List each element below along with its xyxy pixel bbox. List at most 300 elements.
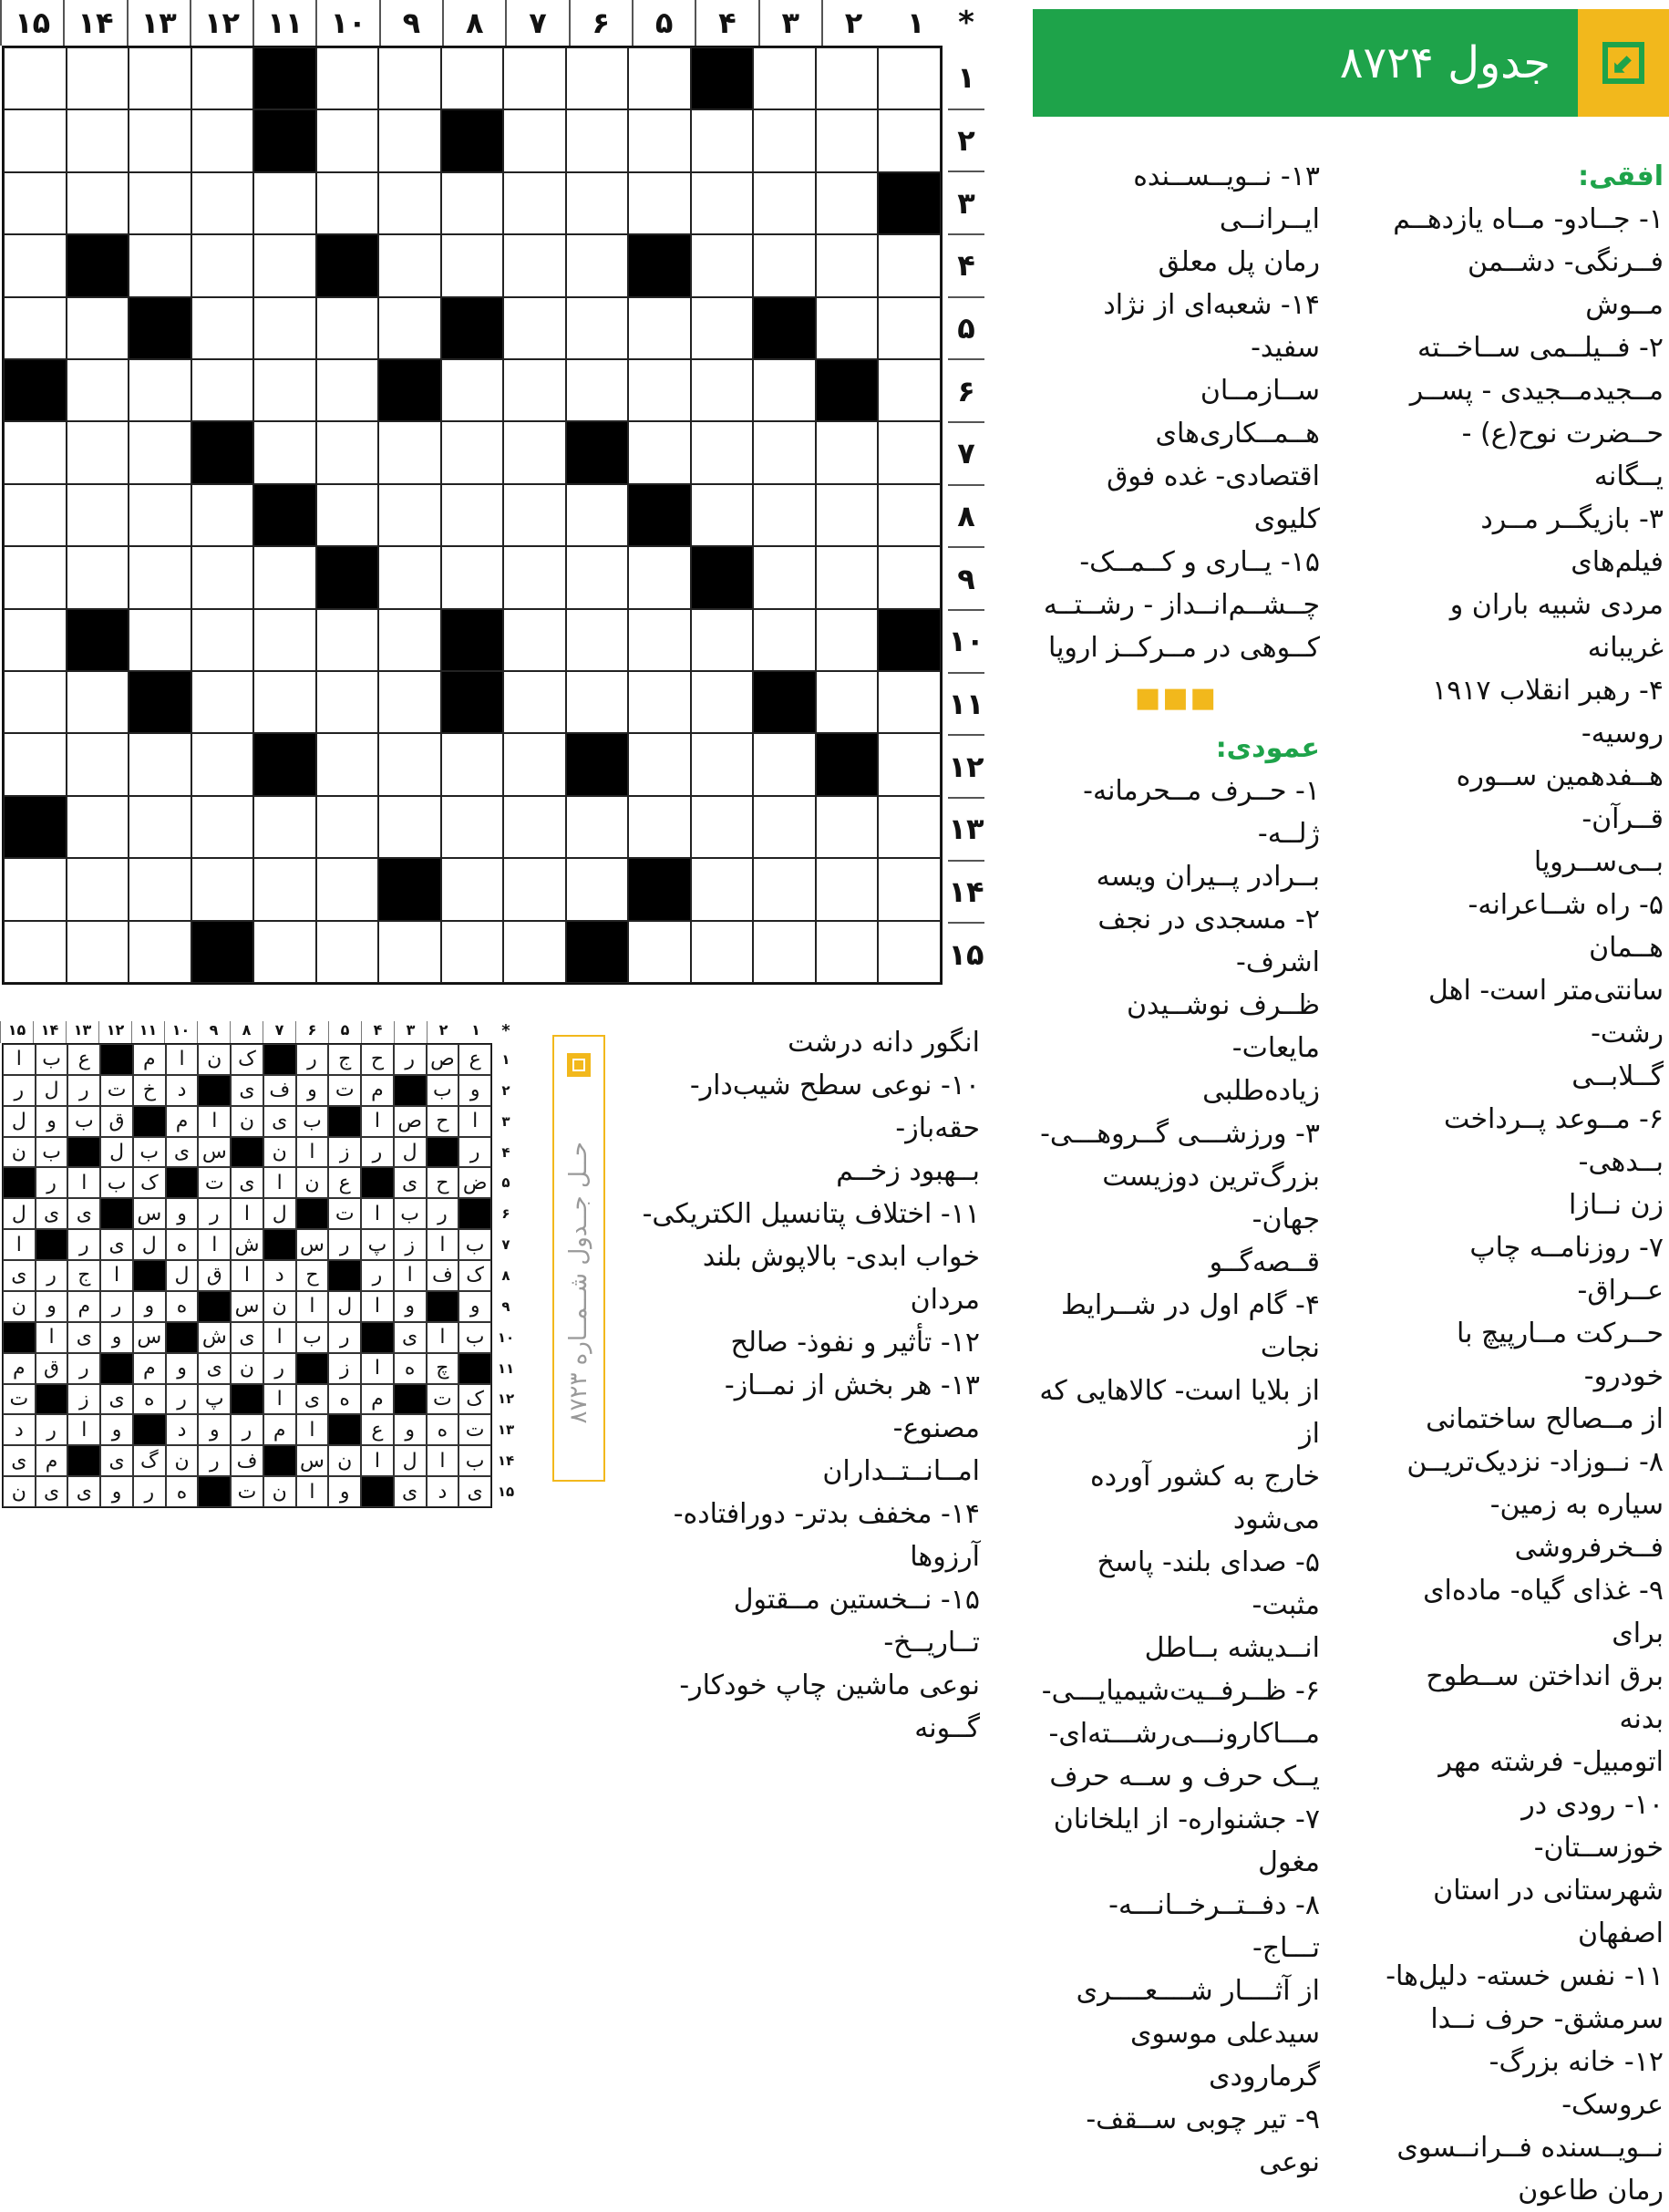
solution-column-number: ۱۲	[98, 1021, 131, 1043]
empty-cell[interactable]	[316, 609, 379, 671]
empty-cell[interactable]	[4, 172, 67, 234]
empty-cell[interactable]	[503, 359, 566, 421]
empty-cell[interactable]	[378, 796, 441, 858]
clue-line: ۲- مسجدی در نجف اشرف-	[1097, 904, 1320, 978]
empty-cell[interactable]	[566, 796, 629, 858]
solution-letter-cell: ا	[67, 1167, 100, 1198]
empty-cell[interactable]	[378, 297, 441, 359]
solution-row-numbers	[492, 1044, 520, 1507]
empty-cell[interactable]	[753, 546, 816, 608]
empty-cell[interactable]	[316, 109, 379, 171]
empty-cell[interactable]	[67, 796, 129, 858]
empty-cell[interactable]	[316, 671, 379, 733]
solution-letter-cell: ن	[231, 1353, 263, 1384]
empty-cell[interactable]	[67, 109, 129, 171]
solution-black-cell	[36, 1384, 68, 1415]
solution-letter-cell: و	[133, 1291, 166, 1322]
empty-cell[interactable]	[878, 359, 941, 421]
empty-cell[interactable]	[691, 671, 754, 733]
empty-cell[interactable]	[628, 609, 691, 671]
solution-row-number: ۸	[501, 1266, 510, 1284]
empty-cell[interactable]	[816, 609, 879, 671]
empty-cell[interactable]	[816, 47, 879, 109]
crossword-puzzle	[0, 0, 984, 989]
empty-cell[interactable]	[628, 172, 691, 234]
empty-cell[interactable]	[378, 609, 441, 671]
clue-line: سیدعلی موسوی گرمارودی	[1130, 2018, 1320, 2093]
empty-cell[interactable]	[816, 484, 879, 546]
empty-cell[interactable]	[378, 421, 441, 483]
column-number: ۱۲	[190, 0, 252, 46]
solution-letter-cell: ی	[231, 1075, 263, 1106]
empty-cell[interactable]	[441, 858, 504, 920]
solution-letter-cell: د	[166, 1414, 199, 1445]
empty-cell[interactable]	[753, 47, 816, 109]
empty-cell[interactable]	[691, 359, 754, 421]
clue-line: ۶- مــوعد پــرداخت بــدهی-	[1444, 1103, 1664, 1178]
solution-letter-cell: و	[394, 1414, 427, 1445]
empty-cell[interactable]	[503, 484, 566, 546]
corner-star: *	[958, 5, 974, 41]
solution-letter-cell: ی	[100, 1229, 133, 1260]
solution-letter-cell: ت	[328, 1198, 361, 1229]
empty-cell[interactable]	[316, 297, 379, 359]
clue-line: زن نــازا	[1569, 1189, 1664, 1221]
empty-cell[interactable]	[4, 297, 67, 359]
solution-letter-cell: م	[67, 1291, 100, 1322]
empty-cell[interactable]	[129, 609, 191, 671]
solution-black-cell	[361, 1476, 394, 1507]
empty-cell[interactable]	[316, 733, 379, 795]
empty-cell[interactable]	[441, 796, 504, 858]
solution-letter-cell: و	[296, 1075, 329, 1106]
empty-cell[interactable]	[566, 109, 629, 171]
empty-cell[interactable]	[253, 796, 316, 858]
empty-cell[interactable]	[628, 297, 691, 359]
empty-cell[interactable]	[378, 546, 441, 608]
empty-cell[interactable]	[691, 297, 754, 359]
black-cell	[628, 484, 691, 546]
empty-cell[interactable]	[4, 484, 67, 546]
empty-cell[interactable]	[316, 921, 379, 983]
empty-cell[interactable]	[816, 172, 879, 234]
empty-cell[interactable]	[441, 421, 504, 483]
column-number: ۴	[695, 0, 757, 46]
row-number: ۱۴	[948, 862, 984, 925]
empty-cell[interactable]	[878, 421, 941, 483]
solution-letter-cell: ر	[198, 1198, 231, 1229]
empty-cell[interactable]	[253, 546, 316, 608]
empty-cell[interactable]	[316, 421, 379, 483]
empty-cell[interactable]	[129, 858, 191, 920]
empty-cell[interactable]	[191, 234, 254, 296]
empty-cell[interactable]	[753, 484, 816, 546]
solution-letter-cell: ق	[36, 1353, 68, 1384]
solution-letter-cell: ا	[198, 1106, 231, 1137]
empty-cell[interactable]	[441, 733, 504, 795]
empty-cell[interactable]	[253, 172, 316, 234]
empty-cell[interactable]	[378, 671, 441, 733]
empty-cell[interactable]	[691, 234, 754, 296]
empty-cell[interactable]	[4, 733, 67, 795]
empty-cell[interactable]	[753, 421, 816, 483]
empty-cell[interactable]	[4, 234, 67, 296]
empty-cell[interactable]	[816, 297, 879, 359]
empty-cell[interactable]	[628, 796, 691, 858]
solution-letter-cell: پ	[198, 1384, 231, 1415]
solution-letter-cell: ن	[198, 1044, 231, 1075]
empty-cell[interactable]	[566, 546, 629, 608]
clue-line: ۴- گام اول در شــرایط نجات	[1061, 1289, 1320, 1364]
empty-cell[interactable]	[878, 858, 941, 920]
empty-cell[interactable]	[191, 796, 254, 858]
empty-cell[interactable]	[816, 796, 879, 858]
empty-cell[interactable]	[191, 733, 254, 795]
empty-cell[interactable]	[628, 671, 691, 733]
empty-cell[interactable]	[316, 47, 379, 109]
clue-line: بــهبود زخــم	[836, 1155, 980, 1187]
black-cell	[67, 609, 129, 671]
solution-letter-cell: ز	[394, 1229, 427, 1260]
empty-cell[interactable]	[753, 109, 816, 171]
solution-letter-cell: س	[296, 1445, 329, 1476]
column-number: ۵	[632, 0, 695, 46]
solution-letter-cell: ا	[36, 1322, 68, 1353]
clue-line: بزرگ‌ترین دوزیست جهان-	[1102, 1161, 1320, 1235]
clue-line: ۱- حــرف مــحرمانه- ژلــه-	[1083, 775, 1320, 850]
solution-letter-cell: ف	[263, 1075, 296, 1106]
row-number: ۱۲	[948, 736, 984, 799]
clue-line: اقتصادی- غده فوق کلیوی	[1107, 460, 1320, 535]
solution-letter-cell: ا	[296, 1414, 329, 1445]
empty-cell[interactable]	[253, 671, 316, 733]
empty-cell[interactable]	[566, 484, 629, 546]
empty-cell[interactable]	[566, 172, 629, 234]
solution-letter-cell: ز	[67, 1384, 100, 1415]
empty-cell[interactable]	[816, 234, 879, 296]
empty-cell[interactable]	[503, 47, 566, 109]
solution-letter-cell: ل	[36, 1075, 68, 1106]
empty-cell[interactable]	[878, 484, 941, 546]
mini-logo-icon	[567, 1053, 591, 1077]
empty-cell[interactable]	[253, 359, 316, 421]
column-number: ۱۳	[127, 0, 190, 46]
empty-cell[interactable]	[129, 733, 191, 795]
solution-black-cell	[328, 1414, 361, 1445]
empty-cell[interactable]	[4, 858, 67, 920]
empty-cell[interactable]	[316, 359, 379, 421]
empty-cell[interactable]	[878, 297, 941, 359]
empty-cell[interactable]	[503, 234, 566, 296]
empty-cell[interactable]	[753, 609, 816, 671]
column-number: ۱۰	[315, 0, 378, 46]
column-number: ۳	[758, 0, 821, 46]
empty-cell[interactable]	[503, 172, 566, 234]
solution-letter-cell: ا	[166, 1044, 199, 1075]
empty-cell[interactable]	[129, 796, 191, 858]
empty-cell[interactable]	[503, 546, 566, 608]
empty-cell[interactable]	[191, 47, 254, 109]
empty-cell[interactable]	[566, 609, 629, 671]
empty-cell[interactable]	[566, 47, 629, 109]
empty-cell[interactable]	[378, 234, 441, 296]
empty-cell[interactable]	[691, 172, 754, 234]
empty-cell[interactable]	[441, 921, 504, 983]
clue-line: شهرستانی در استان اصفهان	[1433, 1875, 1664, 1949]
black-cell	[253, 733, 316, 795]
empty-cell[interactable]	[253, 234, 316, 296]
empty-cell[interactable]	[67, 172, 129, 234]
empty-cell[interactable]	[816, 421, 879, 483]
empty-cell[interactable]	[503, 609, 566, 671]
empty-cell[interactable]	[191, 109, 254, 171]
empty-cell[interactable]	[4, 921, 67, 983]
empty-cell[interactable]	[628, 421, 691, 483]
empty-cell[interactable]	[691, 921, 754, 983]
solution-letter-cell: ه	[166, 1476, 199, 1507]
empty-cell[interactable]	[628, 546, 691, 608]
empty-cell[interactable]	[67, 297, 129, 359]
solution-letter-cell: ب	[296, 1322, 329, 1353]
empty-cell[interactable]	[503, 921, 566, 983]
empty-cell[interactable]	[191, 671, 254, 733]
empty-cell[interactable]	[4, 421, 67, 483]
empty-cell[interactable]	[316, 172, 379, 234]
empty-cell[interactable]	[67, 47, 129, 109]
empty-cell[interactable]	[878, 921, 941, 983]
empty-cell[interactable]	[129, 109, 191, 171]
solution-letter-cell: ا	[67, 1414, 100, 1445]
empty-cell[interactable]	[441, 172, 504, 234]
empty-cell[interactable]	[628, 109, 691, 171]
empty-cell[interactable]	[691, 484, 754, 546]
empty-cell[interactable]	[129, 484, 191, 546]
empty-cell[interactable]	[503, 733, 566, 795]
empty-cell[interactable]	[191, 297, 254, 359]
empty-cell[interactable]	[628, 733, 691, 795]
empty-cell[interactable]	[253, 297, 316, 359]
solution-letter-cell: ش	[231, 1229, 263, 1260]
black-cell	[378, 858, 441, 920]
empty-cell[interactable]	[67, 421, 129, 483]
black-cell	[691, 47, 754, 109]
empty-cell[interactable]	[67, 733, 129, 795]
empty-cell[interactable]	[503, 109, 566, 171]
empty-cell[interactable]	[816, 546, 879, 608]
solution-letter-cell: س	[231, 1291, 263, 1322]
solution-letter-cell: ت	[100, 1075, 133, 1106]
empty-cell[interactable]	[67, 484, 129, 546]
empty-cell[interactable]	[753, 234, 816, 296]
empty-cell[interactable]	[4, 609, 67, 671]
empty-cell[interactable]	[566, 234, 629, 296]
empty-cell[interactable]	[4, 47, 67, 109]
empty-cell[interactable]	[67, 359, 129, 421]
empty-cell[interactable]	[316, 858, 379, 920]
black-cell	[878, 609, 941, 671]
empty-cell[interactable]	[316, 484, 379, 546]
empty-cell[interactable]	[691, 733, 754, 795]
solution-letter-cell: ی	[166, 1137, 199, 1168]
empty-cell[interactable]	[441, 359, 504, 421]
solution-letter-cell: ن	[3, 1291, 36, 1322]
empty-cell[interactable]	[878, 671, 941, 733]
solution-letter-cell: ا	[296, 1476, 329, 1507]
column-number: ۸	[442, 0, 505, 46]
empty-cell[interactable]	[816, 109, 879, 171]
empty-cell[interactable]	[253, 609, 316, 671]
solution-letter-cell: ک	[458, 1260, 491, 1291]
empty-cell[interactable]	[566, 297, 629, 359]
solution-column-number: ۱۵	[0, 1021, 33, 1043]
clue-line: ۶- ظــرفــیت‌شیمیایـــی-	[1041, 1675, 1320, 1707]
empty-cell[interactable]	[129, 47, 191, 109]
solution-letter-cell: ل	[394, 1445, 427, 1476]
empty-cell[interactable]	[878, 733, 941, 795]
empty-cell[interactable]	[67, 671, 129, 733]
empty-cell[interactable]	[129, 921, 191, 983]
solution-black-cell	[198, 1476, 231, 1507]
empty-cell[interactable]	[253, 921, 316, 983]
empty-cell[interactable]	[378, 733, 441, 795]
empty-cell[interactable]	[566, 359, 629, 421]
clue-line: ۱۴- مخفف بدتر- دورافتاده- آرزوها	[673, 1498, 980, 1573]
solution-letter-cell: ن	[3, 1476, 36, 1507]
empty-cell[interactable]	[191, 172, 254, 234]
solution-letter-cell: ا	[361, 1353, 394, 1384]
empty-cell[interactable]	[878, 47, 941, 109]
empty-cell[interactable]	[628, 921, 691, 983]
clue-line: امــانــتــداران	[822, 1455, 980, 1487]
solution-black-cell	[427, 1291, 459, 1322]
clue-line: ظــرف نوشــیدن مایعات-	[1126, 989, 1320, 1064]
solution-black-cell	[67, 1137, 100, 1168]
empty-cell[interactable]	[753, 172, 816, 234]
solution-letter-cell: ا	[3, 1229, 36, 1260]
solution-letter-cell: ل	[328, 1291, 361, 1322]
empty-cell[interactable]	[67, 546, 129, 608]
empty-cell[interactable]	[191, 858, 254, 920]
empty-cell[interactable]	[878, 234, 941, 296]
empty-cell[interactable]	[191, 546, 254, 608]
solution-letter-cell: ت	[198, 1167, 231, 1198]
empty-cell[interactable]	[67, 921, 129, 983]
empty-cell[interactable]	[503, 671, 566, 733]
solution-letter-cell: ر	[67, 1229, 100, 1260]
empty-cell[interactable]	[691, 609, 754, 671]
solution-letter-cell: ا	[361, 1198, 394, 1229]
empty-cell[interactable]	[753, 858, 816, 920]
solution-letter-cell: ن	[328, 1445, 361, 1476]
black-cell	[441, 609, 504, 671]
empty-cell[interactable]	[191, 484, 254, 546]
solution-row-number: ۷	[501, 1236, 510, 1254]
empty-cell[interactable]	[878, 796, 941, 858]
solution-corner-star: *	[501, 1021, 510, 1040]
empty-cell[interactable]	[753, 796, 816, 858]
black-cell	[253, 47, 316, 109]
solution-black-cell	[100, 1198, 133, 1229]
empty-cell[interactable]	[67, 858, 129, 920]
row-number: ۹	[948, 548, 984, 611]
empty-cell[interactable]	[878, 546, 941, 608]
row-number: ۱۱	[948, 674, 984, 737]
empty-cell[interactable]	[316, 796, 379, 858]
empty-cell[interactable]	[4, 109, 67, 171]
empty-cell[interactable]	[378, 921, 441, 983]
empty-cell[interactable]	[691, 858, 754, 920]
empty-cell[interactable]	[253, 421, 316, 483]
empty-cell[interactable]	[503, 421, 566, 483]
solution-letter-cell: ر	[133, 1476, 166, 1507]
empty-cell[interactable]	[753, 359, 816, 421]
black-cell	[253, 109, 316, 171]
row-number: ۷	[948, 423, 984, 486]
empty-cell[interactable]	[129, 546, 191, 608]
empty-cell[interactable]	[129, 172, 191, 234]
solution-letter-cell: ا	[263, 1322, 296, 1353]
empty-cell[interactable]	[816, 858, 879, 920]
empty-cell[interactable]	[441, 546, 504, 608]
solution-letter-cell: ا	[296, 1291, 329, 1322]
empty-cell[interactable]	[691, 796, 754, 858]
solution-letter-cell: ح	[361, 1044, 394, 1075]
empty-cell[interactable]	[566, 858, 629, 920]
empty-cell[interactable]	[628, 47, 691, 109]
empty-cell[interactable]	[816, 671, 879, 733]
solution-letter-cell: ر	[328, 1229, 361, 1260]
empty-cell[interactable]	[503, 297, 566, 359]
empty-cell[interactable]	[253, 858, 316, 920]
empty-cell[interactable]	[691, 421, 754, 483]
empty-cell[interactable]	[878, 109, 941, 171]
row-number: ۱۰	[948, 611, 984, 674]
empty-cell[interactable]	[691, 109, 754, 171]
empty-cell[interactable]	[628, 359, 691, 421]
empty-cell[interactable]	[378, 47, 441, 109]
solution-letter-cell: ا	[427, 1322, 459, 1353]
solution-column-number: ۱۰	[164, 1021, 197, 1043]
empty-cell[interactable]	[503, 858, 566, 920]
empty-cell[interactable]	[129, 234, 191, 296]
clue-line: مردی شبیه باران و غریبانه	[1449, 589, 1664, 664]
row-number: ۴	[948, 235, 984, 298]
empty-cell[interactable]	[129, 359, 191, 421]
empty-cell[interactable]	[441, 47, 504, 109]
clue-line: ۱- جــادو- مــاه یازدهــم	[1393, 203, 1664, 235]
empty-cell[interactable]	[378, 484, 441, 546]
empty-cell[interactable]	[816, 921, 879, 983]
empty-cell[interactable]	[503, 796, 566, 858]
solution-column-number: ۷	[263, 1021, 295, 1043]
empty-cell[interactable]	[191, 609, 254, 671]
empty-cell[interactable]	[4, 671, 67, 733]
empty-cell[interactable]	[566, 671, 629, 733]
empty-cell[interactable]	[753, 921, 816, 983]
clue-line: ۱۵- نــخستین مــقتول تــاریــخ-	[733, 1584, 980, 1659]
empty-cell[interactable]	[441, 234, 504, 296]
empty-cell[interactable]	[378, 109, 441, 171]
empty-cell[interactable]	[441, 484, 504, 546]
solution-row-number: ۱۰	[497, 1328, 515, 1346]
empty-cell[interactable]	[4, 546, 67, 608]
empty-cell[interactable]	[129, 421, 191, 483]
empty-cell[interactable]	[378, 172, 441, 234]
solution-letter-cell: ل	[100, 1137, 133, 1168]
empty-cell[interactable]	[753, 733, 816, 795]
solution-letter-cell: ر	[36, 1167, 68, 1198]
empty-cell[interactable]	[191, 359, 254, 421]
